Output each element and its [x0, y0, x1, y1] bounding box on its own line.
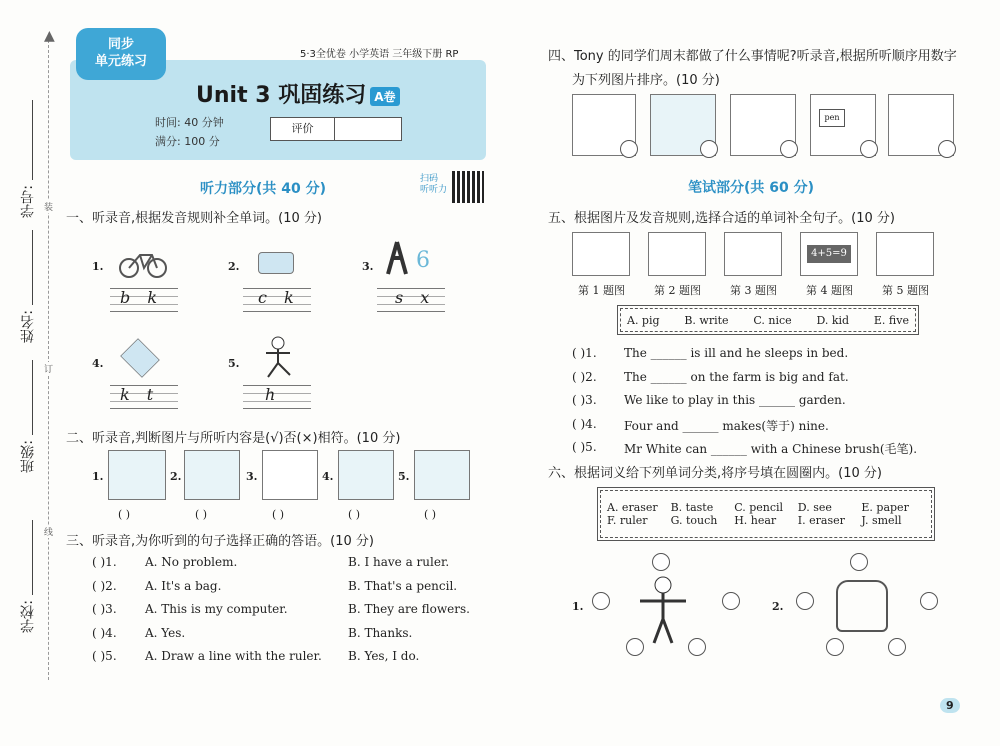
- q4-answer-circle-5[interactable]: [938, 140, 956, 158]
- q6-circle-1e[interactable]: [688, 638, 706, 656]
- q6-num-1: 1.: [572, 600, 584, 613]
- q2-num-4: 4.: [322, 470, 334, 483]
- q4-answer-circle-1[interactable]: [620, 140, 638, 158]
- q5-title: 五、根据图片及发音规则,选择合适的单词补全句子。(10 分): [548, 211, 895, 226]
- q4-title: 四、Tony 的同学们周末都做了什么事情呢?听录音,根据所听顺序用数字: [548, 49, 957, 64]
- q5-pic-label-4: 第 4 题图: [806, 284, 853, 297]
- q3-title: 三、听录音,为你听到的句子选择正确的答语。(10 分): [66, 534, 374, 549]
- kite-picture: [120, 338, 160, 378]
- q1-num-4: 4.: [92, 357, 104, 370]
- q3-option-b-3: B. They are flowers.: [348, 602, 470, 616]
- q2-picture-2: [184, 450, 240, 500]
- page-title: Unit 3 巩固练习 A卷: [196, 78, 400, 109]
- q5-pic-label-2: 第 2 题图: [654, 284, 701, 297]
- q2-num-3: 3.: [246, 470, 258, 483]
- bike-picture: [118, 245, 168, 279]
- q2-answer-5[interactable]: ( ): [424, 508, 437, 521]
- q6-num-2: 2.: [772, 600, 784, 613]
- q5-sentence-3: We like to play in this ______ garden.: [624, 393, 846, 407]
- q3-option-b-2: B. That's a pencil.: [348, 579, 458, 593]
- q5-pic-label-3: 第 3 题图: [730, 284, 777, 297]
- school-label: 学校:: [20, 600, 36, 633]
- q3-option-a-4: A. Yes.: [145, 626, 186, 640]
- q1-six-digit: 6: [416, 248, 430, 273]
- q3-option-a-2: A. It's a bag.: [145, 579, 222, 593]
- q3-num-5[interactable]: ( )5.: [92, 649, 117, 663]
- q3-option-a-3: A. This is my computer.: [145, 602, 288, 616]
- q3-num-4[interactable]: ( )4.: [92, 626, 117, 640]
- q6-circle-2d[interactable]: [826, 638, 844, 656]
- q5-picture-5: [876, 232, 934, 276]
- q5-sentence-1: The ______ is ill and he sleeps in bed.: [624, 346, 849, 360]
- q6-title: 六、根据词义给下列单词分类,将序号填在圆圈内。(10 分): [548, 466, 882, 481]
- q1-word-1: b k: [120, 288, 164, 307]
- q6-circle-2e[interactable]: [888, 638, 906, 656]
- evaluation-box: 评价: [270, 117, 402, 141]
- q5-num-4[interactable]: ( )4.: [572, 417, 597, 431]
- q5-num-5[interactable]: ( )5.: [572, 440, 597, 454]
- q5-word-bank: A. pig B. write C. nice D. kid E. five: [620, 308, 916, 332]
- q3-num-3[interactable]: ( )3.: [92, 602, 117, 616]
- kungfu-boy-picture: [258, 335, 298, 379]
- q4-title-cont: 为下列图片排序。(10 分): [572, 73, 720, 88]
- id-blank: [32, 100, 33, 180]
- boy-picture: [636, 575, 690, 645]
- page-number: 9: [940, 698, 960, 713]
- q3-option-a-5: A. Draw a line with the ruler.: [145, 649, 322, 663]
- class-label: 班级:: [20, 440, 36, 473]
- q5-picture-1: [572, 232, 630, 276]
- q4-answer-circle-3[interactable]: [780, 140, 798, 158]
- time-info: 时间: 40 分钟: [155, 116, 224, 129]
- q6-circle-2c[interactable]: [920, 592, 938, 610]
- score-info: 满分: 100 分: [155, 135, 220, 148]
- listening-section-title: 听力部分(共 40 分): [200, 181, 327, 197]
- q3-option-a-1: A. No problem.: [145, 555, 238, 569]
- q3-option-b-1: B. I have a ruler.: [348, 555, 450, 569]
- q5-num-2[interactable]: ( )2.: [572, 370, 597, 384]
- q6-circle-1c[interactable]: [722, 592, 740, 610]
- bind-char-1: 装: [44, 200, 53, 213]
- q1-title: 一、听录音,根据发音规则补全单词。(10 分): [66, 211, 322, 226]
- q1-word-2: c k: [258, 288, 300, 307]
- q1-num-1: 1.: [92, 260, 104, 273]
- q4-answer-circle-4[interactable]: [860, 140, 878, 158]
- writing-section-title: 笔试部分(共 60 分): [688, 180, 815, 196]
- q5-num-3[interactable]: ( )3.: [572, 393, 597, 407]
- q2-answer-2[interactable]: ( ): [195, 508, 208, 521]
- q5-pic-label-1: 第 1 题图: [578, 284, 625, 297]
- q6-circle-1d[interactable]: [626, 638, 644, 656]
- q5-num-1[interactable]: ( )1.: [572, 346, 597, 360]
- q1-num-2: 2.: [228, 260, 240, 273]
- q6-circle-1a[interactable]: [652, 553, 670, 571]
- name-blank: [32, 230, 33, 305]
- cake-picture: [258, 252, 294, 274]
- version-tag: A卷: [370, 87, 399, 106]
- qr-code-icon: [452, 171, 484, 203]
- q2-picture-5: [414, 450, 470, 500]
- q2-answer-1[interactable]: ( ): [118, 508, 131, 521]
- q3-option-b-4: B. Thanks.: [348, 626, 413, 640]
- q5-sentence-2: The ______ on the farm is big and fat.: [624, 370, 849, 384]
- series-line: 5·3全优卷 小学英语 三年级下册 RP: [300, 49, 459, 60]
- bind-char-3: 线: [44, 525, 53, 538]
- q3-option-b-5: B. Yes, I do.: [348, 649, 420, 663]
- q6-circle-1b[interactable]: [592, 592, 610, 610]
- bind-char-2: 订: [44, 362, 53, 375]
- q5-picture-2: [648, 232, 706, 276]
- q5-picture-3: [724, 232, 782, 276]
- q3-num-1[interactable]: ( )1.: [92, 555, 117, 569]
- sync-badge: 同步 单元练习: [76, 28, 166, 80]
- binding-line: [48, 40, 49, 680]
- q4-picture-4: pen: [810, 94, 876, 156]
- id-label: 学号:: [20, 185, 36, 218]
- q1-word-3: s x: [395, 288, 436, 307]
- q2-num-5: 5.: [398, 470, 410, 483]
- q2-title: 二、听录音,判断图片与所听内容是(√)否(×)相符。(10 分): [66, 431, 401, 446]
- q2-picture-3: [262, 450, 318, 500]
- class-blank: [32, 360, 33, 435]
- q2-num-2: 2.: [170, 470, 182, 483]
- q2-picture-1: [108, 450, 166, 500]
- q1-word-5: h: [265, 385, 282, 404]
- q2-num-1: 1.: [92, 470, 104, 483]
- q3-num-2[interactable]: ( )2.: [92, 579, 117, 593]
- name-label: 姓名:: [20, 310, 36, 343]
- q6-word-bank: A. eraser B. taste C. pencil D. see E. paper F. ruler G. touch H. hear I. eraser J. smell: [600, 490, 932, 538]
- q2-picture-4: [338, 450, 394, 500]
- q5-pic-label-5: 第 5 题图: [882, 284, 929, 297]
- qr-label: 扫码 听听力: [420, 174, 448, 195]
- schoolbag-picture: [836, 580, 888, 632]
- school-blank: [32, 520, 33, 595]
- q5-sentence-5: Mr White can ______ with a Chinese brush(毛笔).: [624, 442, 918, 456]
- q4-answer-circle-2[interactable]: [700, 140, 718, 158]
- q1-word-4: k t: [120, 385, 160, 404]
- q2-answer-3[interactable]: ( ): [272, 508, 285, 521]
- q6-circle-2b[interactable]: [796, 592, 814, 610]
- rocket-icon: ▲: [44, 28, 55, 44]
- q2-answer-4[interactable]: ( ): [348, 508, 361, 521]
- number-six-picture: [384, 240, 410, 276]
- q6-circle-2a[interactable]: [850, 553, 868, 571]
- q5-sentence-4: Four and ______ makes(等于) nine.: [624, 419, 829, 433]
- q5-picture-4: 4+5=9: [800, 232, 858, 276]
- q1-num-5: 5.: [228, 357, 240, 370]
- q1-num-3: 3.: [362, 260, 374, 273]
